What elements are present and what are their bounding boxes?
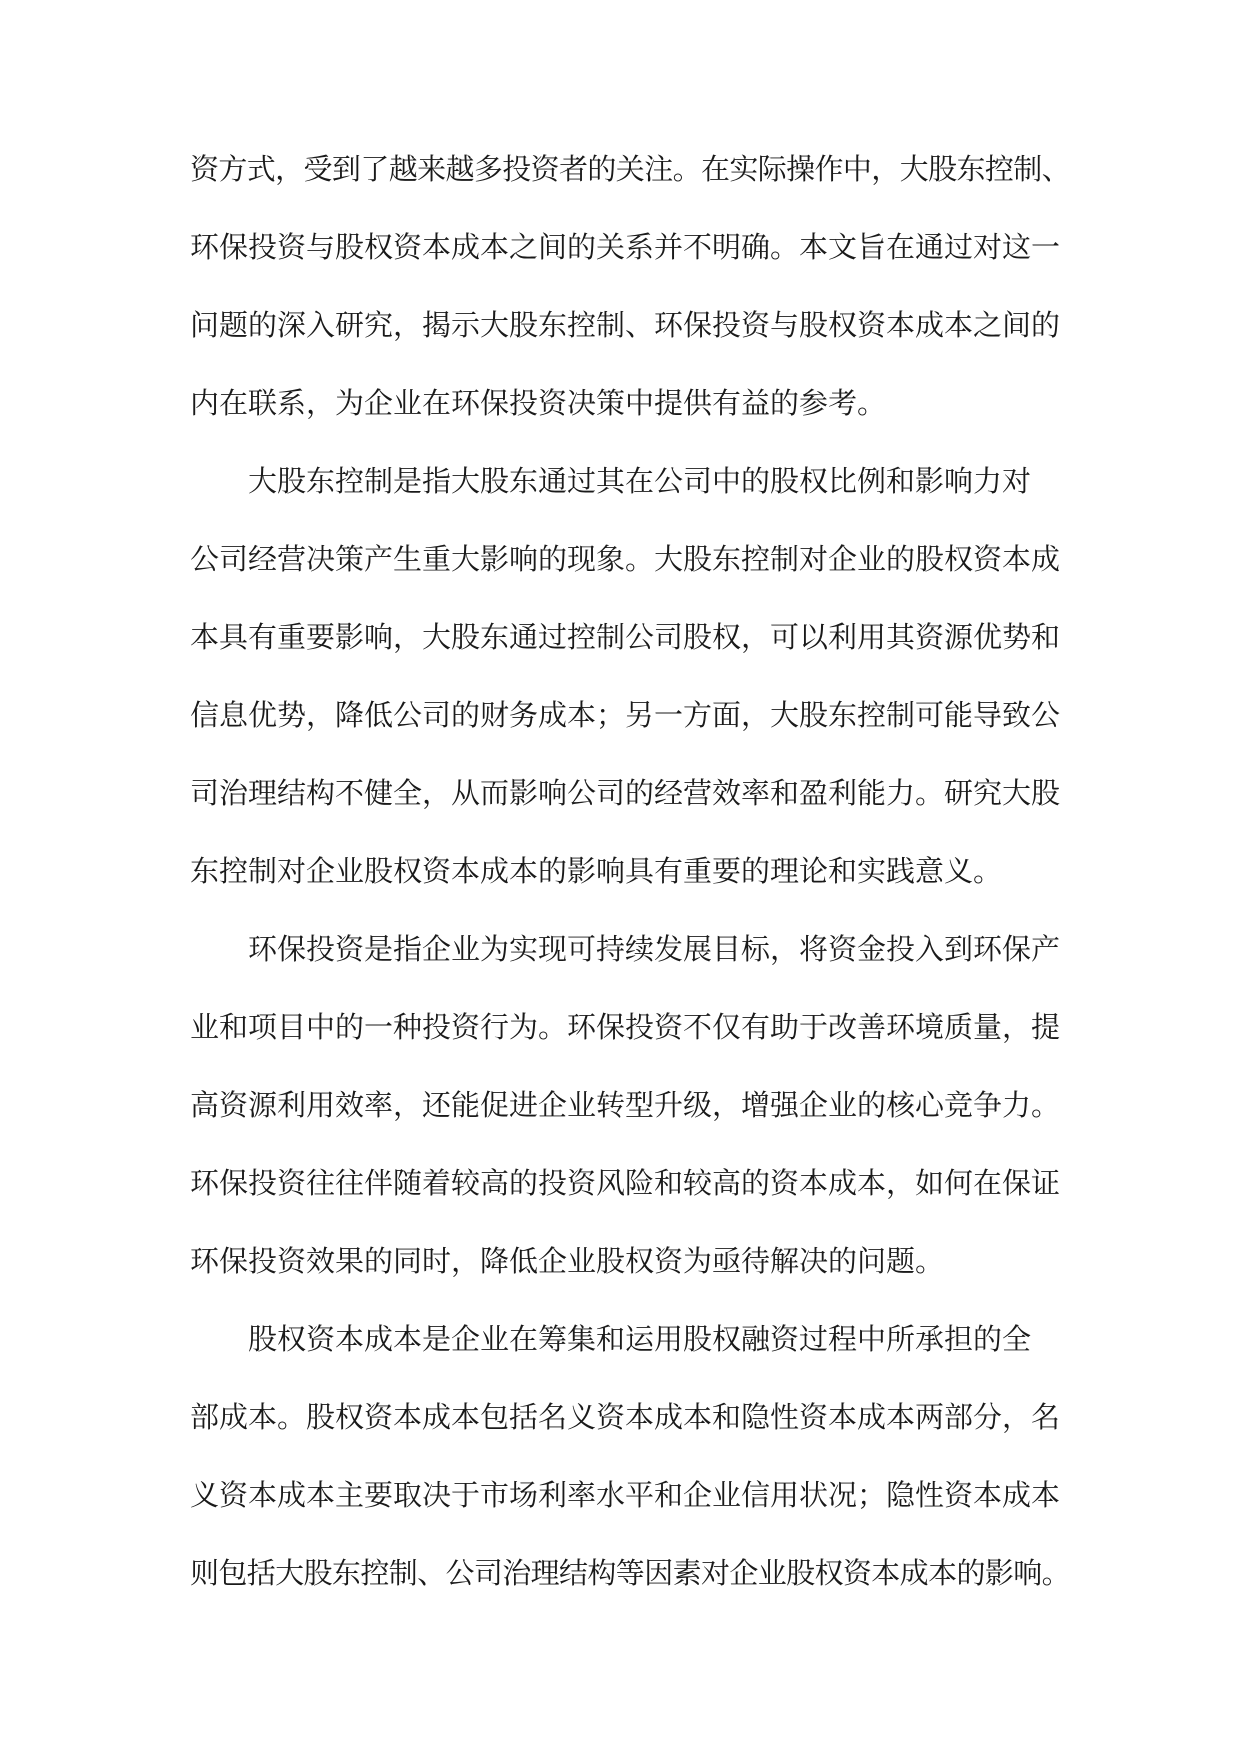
text-line: 义资本成本主要取决于市场利率水平和企业信用状况；隐性资本成本 (190, 1478, 1061, 1512)
text-line: 本具有重要影响，大股东通过控制公司股权，可以利用其资源优势和 (190, 620, 1061, 654)
text-line: 环保投资往往伴随着较高的投资风险和较高的资本成本，如何在保证 (190, 1166, 1061, 1200)
paragraph-first-line: 股权资本成本是企业在筹集和运用股权融资过程中所承担的全 (248, 1322, 1032, 1356)
text-line: 则包括大股东控制、公司治理结构等因素对企业股权资本成本的影响。 (190, 1556, 1070, 1590)
paragraph-first-line: 大股东控制是指大股东通过其在公司中的股权比例和影响力对 (248, 464, 1032, 498)
text-line: 信息优势，降低公司的财务成本；另一方面，大股东控制可能导致公 (190, 698, 1061, 732)
text-line: 问题的深入研究，揭示大股东控制、环保投资与股权资本成本之间的 (190, 308, 1061, 342)
body-text (190, 148, 1070, 1630)
text-line: 环保投资与股权资本成本之间的关系并不明确。本文旨在通过对这一 (190, 230, 1061, 264)
text-line: 公司经营决策产生重大影响的现象。大股东控制对企业的股权资本成 (190, 542, 1061, 576)
text-line: 部成本。股权资本成本包括名义资本成本和隐性资本成本两部分，名 (190, 1400, 1061, 1434)
text-line: 高资源利用效率，还能促进企业转型升级，增强企业的核心竞争力。 (190, 1088, 1061, 1122)
text-line: 内在联系，为企业在环保投资决策中提供有益的参考。 (190, 386, 887, 420)
text-line: 资方式，受到了越来越多投资者的关注。在实际操作中，大股东控制、 (190, 152, 1070, 186)
paragraph-first-line: 环保投资是指企业为实现可持续发展目标，将资金投入到环保产 (248, 932, 1061, 966)
text-line: 环保投资效果的同时，降低企业股权资为亟待解决的问题。 (190, 1244, 945, 1278)
text-line: 司治理结构不健全，从而影响公司的经营效率和盈利能力。研究大股 (190, 776, 1061, 810)
text-line: 东控制对企业股权资本成本的影响具有重要的理论和实践意义。 (190, 854, 1003, 888)
text-line: 业和项目中的一种投资行为。环保投资不仅有助于改善环境质量，提 (190, 1010, 1061, 1044)
